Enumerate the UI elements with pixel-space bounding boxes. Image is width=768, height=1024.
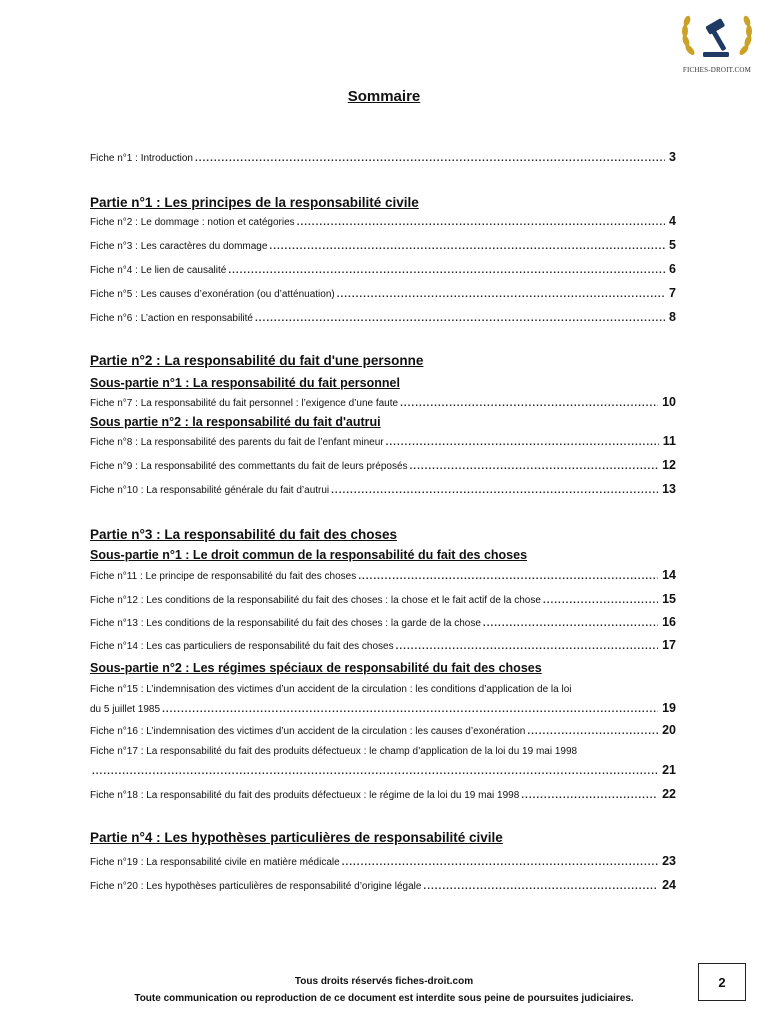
toc-entry-label: Fiche n°14 : Les cas particuliers de responsabilité du fait des choses xyxy=(90,641,394,652)
toc-entry-page: 12 xyxy=(662,458,676,472)
toc-entry[interactable] xyxy=(90,568,676,582)
dot-leader xyxy=(255,313,665,324)
part-heading-3: Partie n°3 : La responsabilité du fait des choses xyxy=(90,527,397,542)
dot-leader xyxy=(358,571,658,582)
site-logo xyxy=(676,10,758,76)
toc-entry-label: Fiche n°6 : L’action en responsabilité xyxy=(90,313,253,324)
toc-entry-label: Fiche n°17 : La responsabilité du fait des produits défectueux : le champ d’application de la loi du 19 mai 1998 xyxy=(90,746,578,757)
dot-leader xyxy=(162,704,658,715)
subpart-heading: Sous-partie n°1 : La responsabilité du fait personnel xyxy=(90,376,400,390)
toc-entry[interactable] xyxy=(90,723,676,737)
dot-leader xyxy=(297,217,665,228)
toc-entry-page: 3 xyxy=(669,150,676,164)
toc-entry-label: Fiche n°3 : Les caractères du dommage xyxy=(90,241,268,252)
toc-entry-page: 11 xyxy=(662,434,676,448)
toc-entry[interactable] xyxy=(90,395,676,409)
toc-entry[interactable] xyxy=(90,592,676,606)
toc-entry-page: 23 xyxy=(662,854,676,868)
dot-leader xyxy=(521,790,658,801)
dot-leader xyxy=(386,437,659,448)
dot-leader xyxy=(527,726,658,737)
toc-entry-page: 20 xyxy=(662,723,676,737)
toc-entry-label: Fiche n°16 : L’indemnisation des victimes d’un accident de la circulation : les causes d’exonération xyxy=(90,726,526,737)
dot-leader xyxy=(543,595,658,606)
toc-entry[interactable] xyxy=(90,214,676,228)
dot-leader xyxy=(331,485,658,496)
part-heading-4: Partie n°4 : Les hypothèses particulières de responsabilité civile xyxy=(90,830,503,845)
toc-entry[interactable] xyxy=(90,787,676,801)
dot-leader xyxy=(337,289,665,300)
toc-entry-label: Fiche n°15 : L’indemnisation des victimes d’un accident de la circulation : les conditions d’application de la loi xyxy=(90,684,572,695)
toc-entry[interactable] xyxy=(90,310,676,324)
toc-entry-label: Fiche n°9 : La responsabilité des commettants du fait de leurs préposés xyxy=(90,461,408,472)
toc-entry-page: 15 xyxy=(662,592,676,606)
part-heading-1: Partie n°1 : Les principes de la responsabilité civile xyxy=(90,195,419,210)
toc-entry-intro[interactable] xyxy=(90,150,676,164)
toc-entry-page: 13 xyxy=(662,482,676,496)
toc-entry[interactable] xyxy=(90,615,676,629)
dot-leader xyxy=(396,641,658,652)
dot-leader xyxy=(423,881,658,892)
toc-entry[interactable] xyxy=(90,854,676,868)
toc-entry-label: Fiche n°8 : La responsabilité des parents du fait de l’enfant mineur xyxy=(90,437,384,448)
toc-entry-label: Fiche n°19 : La responsabilité civile en matière médicale xyxy=(90,857,340,868)
toc-entry-page: 10 xyxy=(662,395,676,409)
dot-leader xyxy=(92,766,658,777)
toc-entry-page: 16 xyxy=(662,615,676,629)
toc-entry-page: 22 xyxy=(662,787,676,801)
footer-notice: Toute communication ou reproduction de ce document est interdite sous peine de poursuites judiciaires. xyxy=(134,993,634,1004)
toc-entry-label: Fiche n°10 : La responsabilité générale du fait d’autrui xyxy=(90,485,330,496)
toc-entry-label: Fiche n°11 : Le principe de responsabilité du fait des choses xyxy=(90,571,357,582)
toc-entry[interactable] xyxy=(90,434,676,448)
toc-entry[interactable] xyxy=(90,482,676,496)
subpart-heading: Sous partie n°2 : la responsabilité du fait d'autrui xyxy=(90,415,381,429)
dot-leader xyxy=(410,461,659,472)
toc-entry-label: Fiche n°12 : Les conditions de la responsabilité du fait des choses : la chose et le fait actif de la chose xyxy=(90,595,541,606)
toc-entry-multiline[interactable] xyxy=(90,684,676,715)
toc-entry-continuation: du 5 juillet 1985 xyxy=(90,704,161,715)
toc-entry-label: Fiche n°13 : Les conditions de la responsabilité du fait des choses : la garde de la chose xyxy=(90,618,481,629)
toc-entry[interactable] xyxy=(90,638,676,652)
page-title: Sommaire xyxy=(347,88,421,105)
toc-entry-page: 7 xyxy=(669,286,676,300)
toc-entry-page: 8 xyxy=(669,310,676,324)
toc-entry-label: Fiche n°2 : Le dommage : notion et catégories xyxy=(90,217,295,228)
subpart-heading: Sous-partie n°1 : Le droit commun de la responsabilité du fait des choses xyxy=(90,548,528,562)
dot-leader xyxy=(228,265,665,276)
toc-entry-label: Fiche n°1 : Introduction xyxy=(90,153,193,164)
toc-entry-multiline[interactable] xyxy=(90,746,676,777)
part-heading-2: Partie n°2 : La responsabilité du fait d'une personne xyxy=(90,353,424,368)
dot-leader xyxy=(269,241,665,252)
toc-entry-label: Fiche n°5 : Les causes d’exonération (ou d’atténuation) xyxy=(90,289,335,300)
toc-entry[interactable] xyxy=(90,286,676,300)
toc-entry-page: 24 xyxy=(662,878,676,892)
footer-copyright: Tous droits réservés fiches-droit.com xyxy=(294,976,474,987)
toc-entry-page: 6 xyxy=(669,262,676,276)
toc-entry-label: Fiche n°18 : La responsabilité du fait des produits défectueux : le régime de la loi du 19 mai 1998 xyxy=(90,790,520,801)
toc-entry-page: 14 xyxy=(662,568,676,582)
dot-leader xyxy=(195,153,665,164)
toc-entry-label: Fiche n°4 : Le lien de causalité xyxy=(90,265,227,276)
toc-entry-page: 4 xyxy=(669,214,676,228)
toc-entry[interactable] xyxy=(90,878,676,892)
toc-entry-page: 21 xyxy=(662,763,676,777)
page-number: 2 xyxy=(698,963,746,1001)
toc-entry-label: Fiche n°7 : La responsabilité du fait personnel : l’exigence d’une faute xyxy=(90,398,399,409)
toc-entry-page: 5 xyxy=(669,238,676,252)
toc-entry-page: 19 xyxy=(662,701,676,715)
toc-entry[interactable] xyxy=(90,262,676,276)
toc-entry[interactable] xyxy=(90,458,676,472)
subpart-heading: Sous-partie n°2 : Les régimes spéciaux de responsabilité du fait des choses xyxy=(90,661,542,675)
dot-leader xyxy=(342,857,658,868)
logo-text: FICHES-DROIT.COM xyxy=(682,66,752,74)
dot-leader xyxy=(400,398,658,409)
dot-leader xyxy=(483,618,658,629)
toc-entry[interactable] xyxy=(90,238,676,252)
toc-entry-label: Fiche n°20 : Les hypothèses particulières de responsabilité d’origine légale xyxy=(90,881,422,892)
laurel-gavel-icon xyxy=(676,10,758,66)
toc-entry-page: 17 xyxy=(662,638,676,652)
